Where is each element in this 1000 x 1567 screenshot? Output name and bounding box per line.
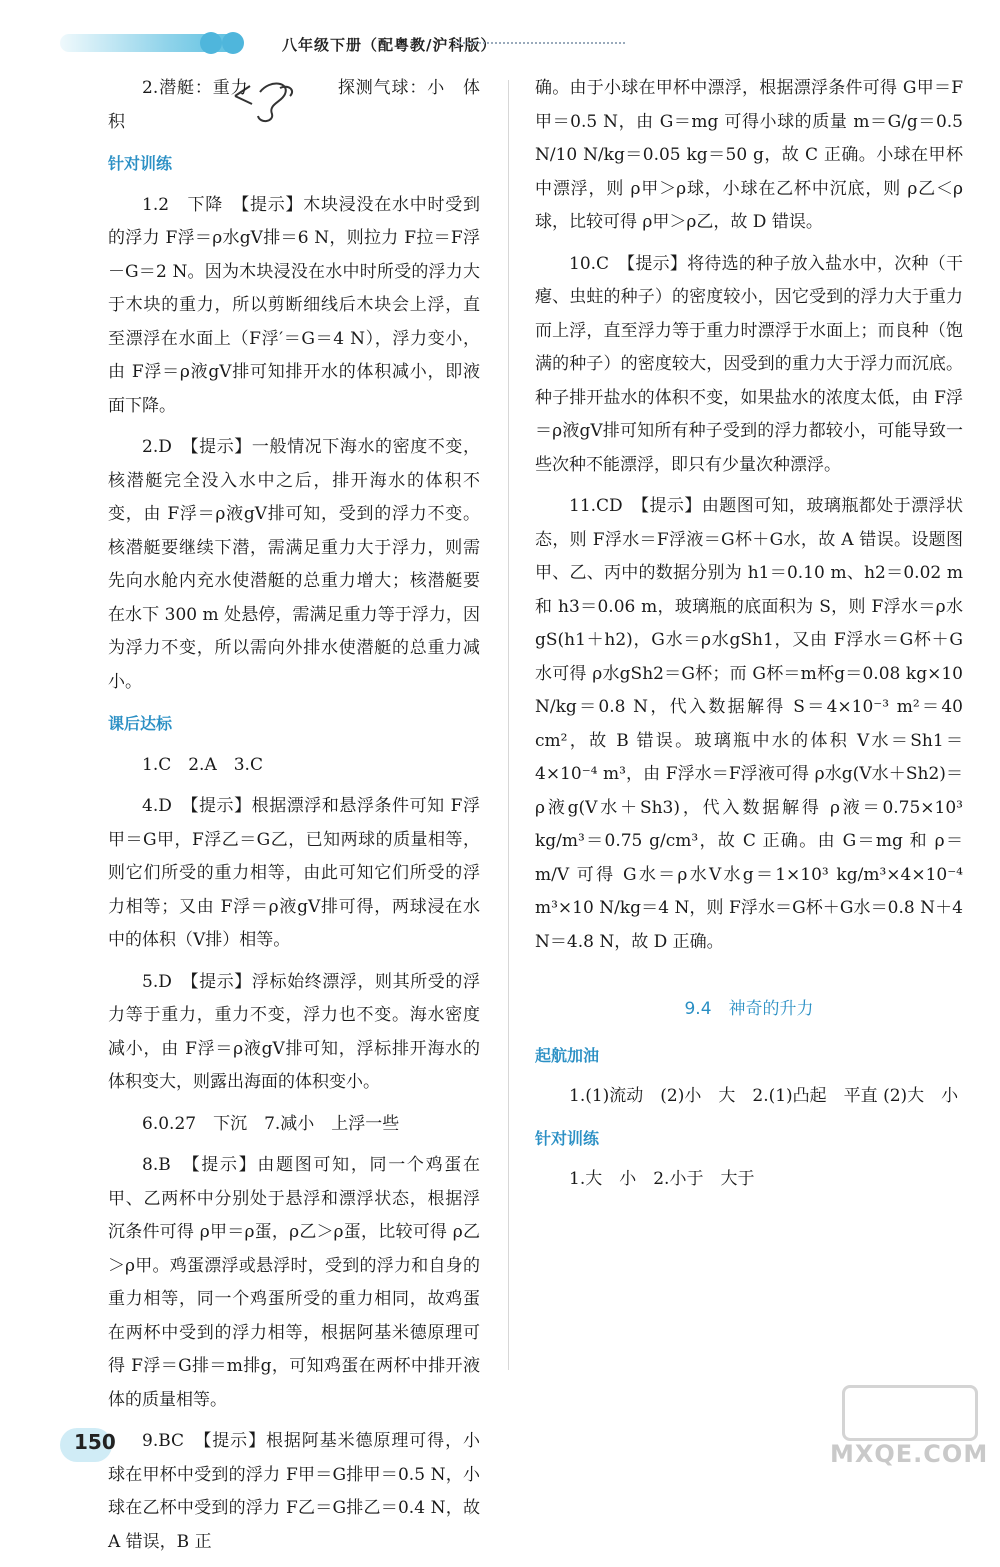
answer-paragraph: 1.(1)流动 (2)小 大 2.(1)凸起 平直 (2)大 小 bbox=[569, 1086, 959, 1106]
section-heading: 起航加油 bbox=[535, 1045, 600, 1065]
answer-paragraph: 4.D 【提示】根据漂浮和悬浮条件可知 F浮甲＝G甲，F浮乙＝G乙，已知两球的质量相等，则它们所受的重力相等，由此可知它们所受的浮力相等；又由 F浮＝ρ液gV排可得，两球浸在水中的体积（V排）相等。 bbox=[108, 796, 480, 950]
right-column bbox=[535, 72, 963, 1205]
header-dotted-line bbox=[455, 42, 625, 44]
answer-paragraph: 11.CD 【提示】由题图可知，玻璃瓶都处于漂浮状态，则 F浮水＝F浮液＝G杯＋G水，故 A 错误。设题图甲、乙、丙中的数据分别为 h1＝0.10 m、h2＝0.02 m 和 h3＝0.06 m，玻璃瓶的底面积为 S，则 F浮水＝ρ水gS(h1＋h2)，G水＝ρ水gSh1，又由 F浮水＝G杯＋G水可得 ρ水gSh2＝G杯；而 G杯＝m杯g＝0.08 kg×10 N/kg＝0.8 N，代入数据解得 S＝4×10⁻³ m²＝40 cm²，故 B 错误。玻璃瓶中水的体积 V水＝Sh1＝4×10⁻⁴ m³，由 F浮水＝F浮液可得 ρ水g(V水＋Sh2)＝ρ液g(V水＋Sh3)，代入数据解得 ρ液＝0.75×10³ kg/m³＝0.75 g/cm³，故 C 正确。由 G＝mg 和 ρ＝m/V 可得 G水＝ρ水V水g＝1×10³ kg/m³×4×10⁻⁴ m³×10 N/kg＝4 N，则 F浮水＝G杯＋G水＝0.8 N＋4 N＝4.8 N，故 D 正确。 bbox=[535, 496, 963, 952]
section-heading: 针对训练 bbox=[535, 1128, 600, 1148]
answer-paragraph: 9.BC 【提示】根据阿基米德原理可得，小球在甲杯中受到的浮力 F甲＝G排甲＝0.5 N，小球在乙杯中受到的浮力 F乙＝G排乙＝0.4 N，故 A 错误，B 正 bbox=[108, 1431, 480, 1552]
answer-paragraph: 6.0.27 下沉 7.减小 上浮一些 bbox=[142, 1113, 400, 1134]
watermark-sign bbox=[842, 1385, 978, 1441]
page-number: 150 bbox=[74, 1430, 116, 1454]
header-dot bbox=[200, 32, 222, 54]
header-dot bbox=[222, 32, 244, 54]
answer-paragraph: 确。由于小球在甲杯中漂浮，根据漂浮条件可得 G甲＝F甲＝0.5 N，由 G＝mg 可得小球的质量 m＝G/g＝0.5 N/10 N/kg＝0.05 kg＝50 g，故 C 正确。小球在甲杯中漂浮，则 ρ甲＞ρ球，小球在乙杯中沉底，则 ρ乙＜ρ球，比较可得 ρ甲＞ρ乙，故 D 错误。 bbox=[535, 78, 963, 232]
answer-paragraph: 8.B 【提示】由题图可知，同一个鸡蛋在甲、乙两杯中分别处于悬浮和漂浮状态，根据浮沉条件可得 ρ甲＝ρ蛋，ρ乙＞ρ蛋，比较可得 ρ乙＞ρ甲。鸡蛋漂浮或悬浮时，受到的浮力和自身的重力相等，同一个鸡蛋所受的重力相同，故鸡蛋在两杯中受到的浮力相等，根据阿基米德原理可得 F浮＝G排＝m排g，可知鸡蛋在两杯中排开液体的质量相等。 bbox=[108, 1155, 480, 1410]
section-heading: 针对训练 bbox=[108, 154, 173, 173]
left-column bbox=[108, 72, 480, 1567]
page-header bbox=[0, 0, 1000, 70]
watermark-text: MXQE.COM bbox=[830, 1440, 989, 1468]
watermark-logo bbox=[820, 1385, 990, 1475]
answer-paragraph: 1.大 小 2.小于 大于 bbox=[569, 1169, 755, 1189]
answer-paragraph: 1.2 下降 【提示】木块浸没在水中时受到的浮力 F浮＝ρ水gV排＝6 N，则拉力 F拉＝F浮－G＝2 N。因为木块浸没在水中时所受的浮力大于木块的重力，所以剪断细线后木块会上浮，直至漂浮在水面上（F浮′＝G＝4 N），浮力变小，由 F浮＝ρ液gV排可知排开水的体积减小，即液面下降。 bbox=[108, 194, 480, 416]
section-heading: 课后达标 bbox=[108, 714, 173, 733]
answer-paragraph: 2.潜艇：重力 探测气球：小 体积 bbox=[108, 78, 480, 132]
chapter-heading: 9.4 神奇的升力 bbox=[684, 999, 814, 1019]
answer-paragraph: 2.D 【提示】一般情况下海水的密度不变，核潜艇完全没入水中之后，排开海水的体积不变，由 F浮＝ρ液gV排可知，受到的浮力不变。核潜艇要继续下潜，需满足重力大于浮力，则需先向水舱内充水使潜艇的总重力增大；核潜艇要在水下 300 m 处悬停，需满足重力等于浮力，因为浮力不变，所以需向外排水使潜艇的总重力减小。 bbox=[108, 437, 480, 692]
answer-paragraph: 5.D 【提示】浮标始终漂浮，则其所受的浮力等于重力，重力不变，浮力也不变。海水密度减小，由 F浮＝ρ液gV排可知，浮标排开海水的体积变大，则露出海面的体积变小。 bbox=[108, 971, 480, 1092]
answer-paragraph: 1.C 2.A 3.C bbox=[142, 754, 263, 775]
header-title: 八年级下册（配粤教/沪科版） bbox=[282, 36, 497, 54]
answer-paragraph: 10.C 【提示】将待选的种子放入盐水中，次种（干瘪、虫蛀的种子）的密度较小，因它受到的浮力大于重力而上浮，直至浮力等于重力时漂浮于水面上；而良种（饱满的种子）的密度较大，因受到的重力大于浮力而沉底。种子排开盐水的体积不变，如果盐水的浓度太低，由 F浮＝ρ液gV排可知所有种子受到的浮力都较小，可能导致一些次种不能漂浮，即只有少量次种漂浮。 bbox=[535, 253, 963, 475]
column-divider bbox=[508, 80, 509, 1370]
